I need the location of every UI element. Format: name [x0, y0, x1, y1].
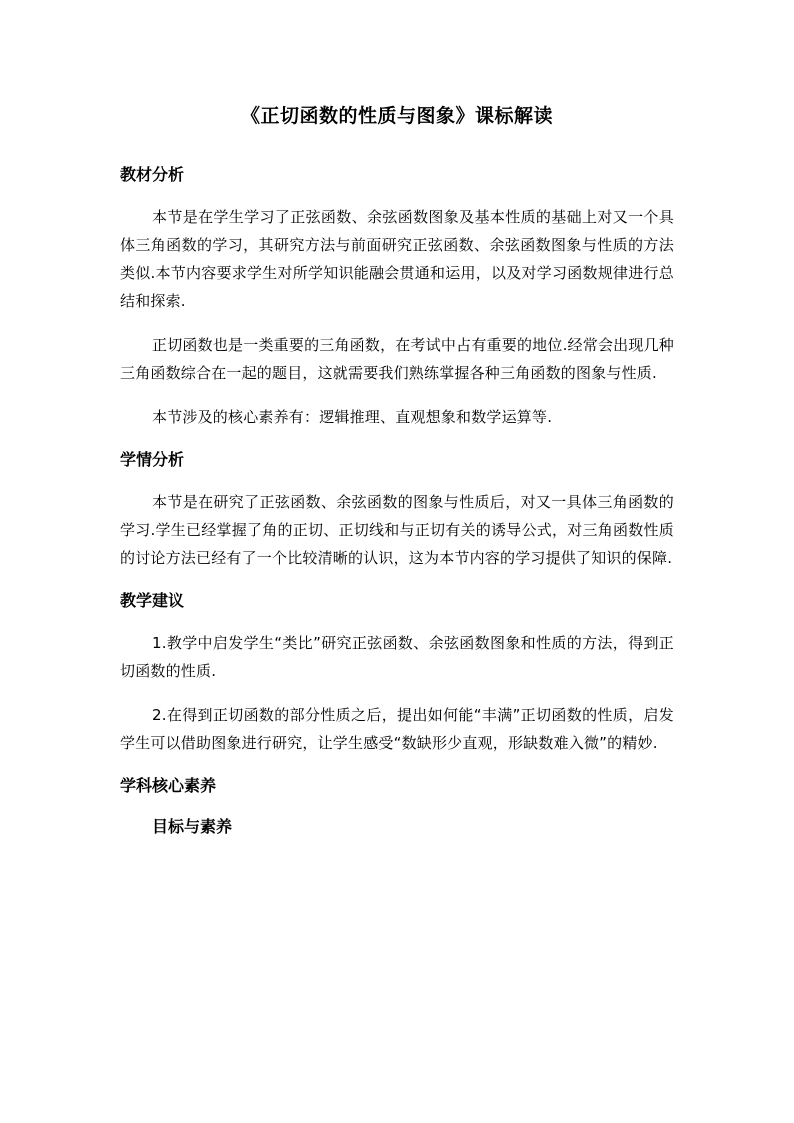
paragraph: 2.在得到正切函数的部分性质之后，提出如何能“丰满”正切函数的性质，启发学生可以借助图象进行研究，让学生感受“数缺形少直观，形缺数难入微”的精妙.	[120, 706, 674, 752]
subheading-goals-and-literacy: 目标与素养	[152, 817, 233, 836]
paragraph: 正切函数也是一类重要的三角函数，在考试中占有重要的地位.经常会出现几种三角函数综合在一起的题目，这就需要我们熟练掌握各种三角函数的图象与性质.	[120, 336, 674, 382]
document-title: 《正切函数的性质与图象》课标解读	[240, 105, 553, 127]
section-student-analysis	[120, 447, 674, 572]
section-teaching-suggestions	[120, 588, 674, 757]
paragraph: 1.教学中启发学生“类比”研究正弦函数、余弦函数图象和性质的方法，得到正切函数的性质.	[120, 634, 674, 680]
section-heading: 教学建议	[120, 591, 185, 610]
section-heading: 教材分析	[120, 165, 185, 184]
paragraph: 本节是在学生学习了正弦函数、余弦函数图象及基本性质的基础上对又一个具体三角函数的学习，其研究方法与前面研究正弦函数、余弦函数图象与性质的方法类似.本节内容要求学生对所学知识能融会贯通和运用，以及对学习函数规律进行总结和探索.	[120, 208, 674, 310]
section-core-literacy	[120, 773, 674, 840]
paragraph: 本节是在研究了正弦函数、余弦函数的图象与性质后，对又一具体三角函数的学习.学生已经掌握了角的正切、正切线和与正切有关的诱导公式，对三角函数性质的讨论方法已经有了一个比较清晰的认识，这为本节内容的学习提供了知识的保障.	[120, 493, 674, 567]
paragraph: 本节涉及的核心素养有：逻辑推理、直观想象和数学运算等.	[152, 408, 553, 426]
section-heading: 学情分析	[120, 450, 185, 469]
section-heading: 学科核心素养	[120, 776, 217, 795]
section-textbook-analysis	[120, 162, 674, 431]
